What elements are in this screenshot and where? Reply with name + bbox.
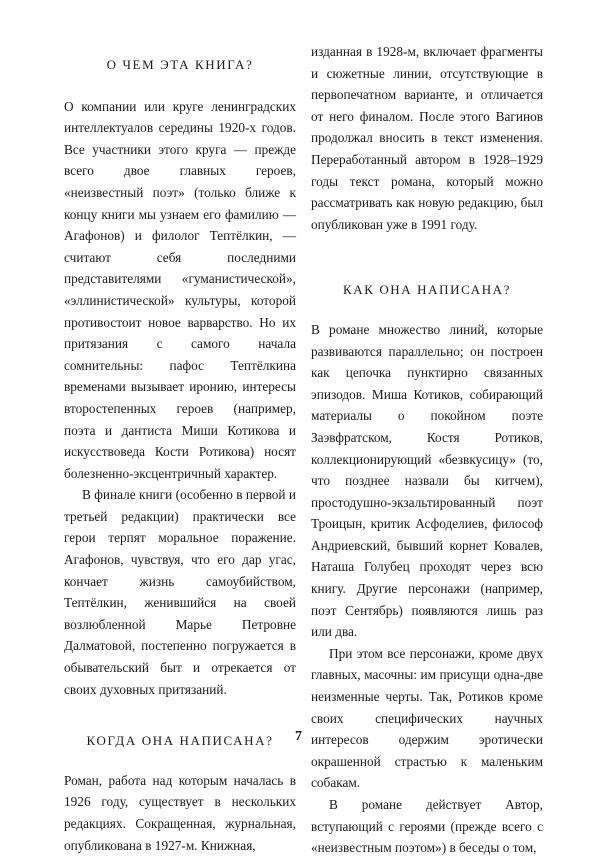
paragraph-how-3: В романе действует Автор, вступающий с героями (прежде всего с «неизвестным поэтом») в беседы о том, — [311, 797, 543, 856]
paragraph-when-1: Роман, работа над которым началась в 1926 году, существует в нескольких редакциях. Сокращенная, журнальная, опубликована в 1927-м. Книжная, — [64, 772, 296, 853]
paragraph-when-continued: изданная в 1928-м, включает фрагменты и сюжетные линии, отсутствующие в первопечатном варианте, и отличается от него финалом. После этого Вагинов продолжал вносить в текст изменения. Переработанный автором в 1928–1929 годы текст романа, который можно рассматривать как новую редакцию, был опубликован уже в 1991 году. — [311, 44, 543, 232]
section-heading-about: О ЧЕМ ЭТА КНИГА? — [106, 57, 254, 72]
paragraph-about-2: В финале книги (особенно в первой и третьей редакции) практически все герои терпят моральное поражение. Агафонов, чувствуя, что его дар угас, кончает жизнь самоубийством, Тептёлкин, женившийся на своей возлюбленной Марье Петровне Далматовой, постепенно погружается в обывательский быт и отрекается от своих духовных притязаний. — [64, 487, 296, 697]
paragraph-how-2: При этом все персонажи, кроме двух главных, масочны: им присущи одна-две неизменные черты. Так, Ротиков кроме своих специфических научных интересов одержим эротически окрашенной страстью к маленьким собакам. — [311, 645, 543, 791]
section-heading-when: КОГДА ОНА НАПИСАНА? — [86, 733, 274, 749]
paragraph-how-1: В романе множество линий, которые развиваются параллельно; он построен как цепочка пунктирно связанных эпизодов. Миша Котиков, собирающий материалы о покойном поэте Заэвфратском, Костя Ротиков, коллекционирующий «безвкусицу» (то, что позднее назвали бы китчем), простодушно-экзальтированный поэт Троицын, критик Асфоделиев, философ Андриевский, бывший корнет Ковалев, Наташа Голубец проходят через всю книгу. Другие персонажи (например, поэт Сентябрь) появляются лишь раз или два. — [311, 321, 543, 640]
paragraph-about-1: О компании или круге ленинградских интеллектуалов середины 1920-х годов. Все участники этого круга — прежде всего двое главных героев, «неизвестный поэт» (только ближе к концу книги мы узнаем его фамилию — Агафонов) и филолог Тептёлкин, — считают себя последними представителями «гуманистической», «эллинистической» культуры, которой противостоит новое варварство. Но их притязания с самого начала сомнительны: пафос Тептёлкина временами вызывает иронию, интересы второстепенных героев (например, поэта и дантиста Миши Котикова и искусствоведа Кости Ротикова) носят болезненно-эксцентричный характер. — [64, 98, 296, 481]
section-heading-how: КАК ОНА НАПИСАНА? — [342, 282, 512, 298]
page-number: 7 — [295, 729, 302, 744]
